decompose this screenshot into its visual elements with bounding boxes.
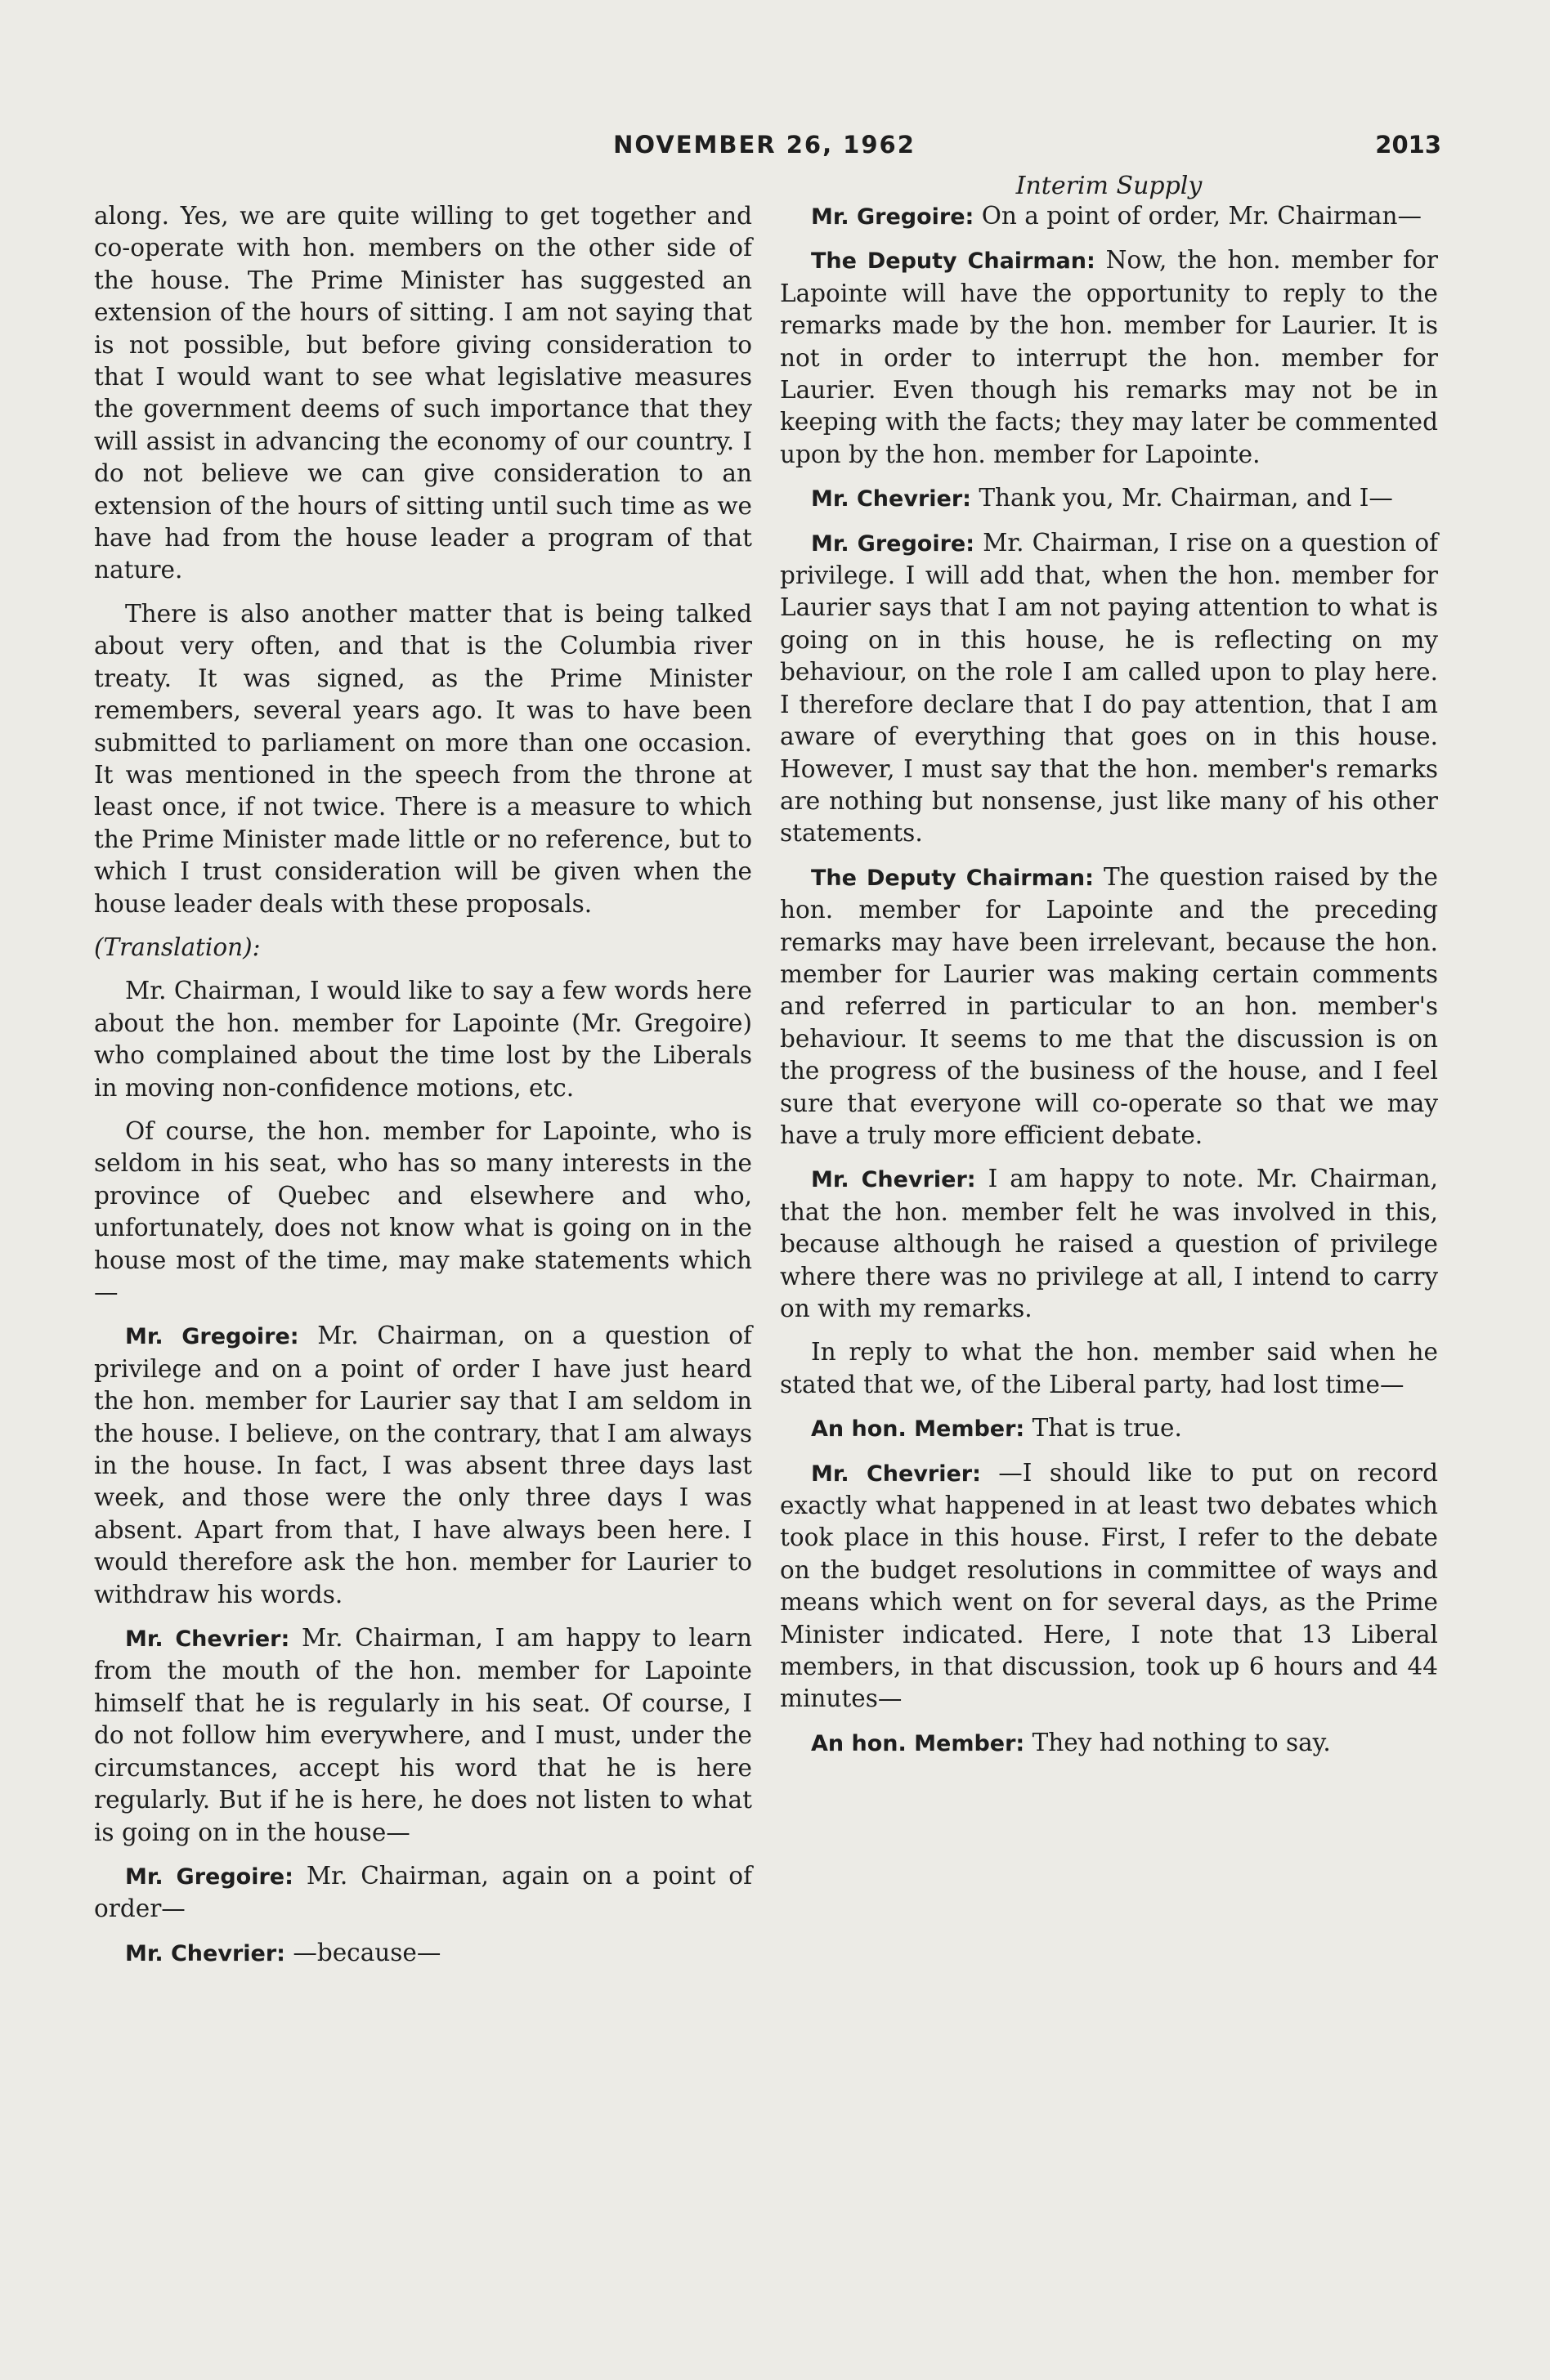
speech-text: I am happy to note. Mr. Chairman, that the hon. member felt he was involved in this, because although he raised a question of privilege where there was no privilege at all, I intend to carry on with my remarks. <box>780 1165 1439 1322</box>
page-header <box>94 131 1441 172</box>
speech <box>94 1937 752 1970</box>
speech-text: Mr. Chairman, again on a point of order— <box>94 1861 752 1923</box>
speaker-name: Mr. Gregoire: <box>811 204 974 230</box>
running-head: Interim Supply <box>1015 172 1203 200</box>
speaker-name: The Deputy Chairman: <box>811 865 1094 891</box>
speaker-name: Mr. Gregoire: <box>125 1324 299 1350</box>
speech <box>780 861 1438 1152</box>
speech-text: Thank you, Mr. Chairman, and I— <box>979 484 1393 512</box>
speaker-name: Mr. Chevrier: <box>125 1626 290 1653</box>
right-column <box>780 200 1438 1760</box>
speaker-name: Mr. Chevrier: <box>125 1940 285 1966</box>
speech-text: Mr. Chairman, I rise on a question of privilege. I will add that, when the hon. member for Laurier says that I am not paying attention to what is going on in this house, he is reflecting on my behaviour, on the role I am called upon to play here. I therefore declare that I do pay attention, that I am aware of everything that goes on in this house. However, I must say that the hon. member's remarks are nothing but nonsense, just like many of his other statements. <box>780 528 1438 848</box>
speech-text: On a point of order, Mr. Chairman— <box>981 202 1422 230</box>
speech <box>780 1412 1438 1445</box>
speaker-name: An hon. Member: <box>811 1730 1025 1756</box>
speech <box>780 1727 1438 1760</box>
speech <box>780 482 1438 515</box>
speech-text: Now, the hon. member for Lapointe will have the opportunity to reply to the remarks made by the hon. member for Laurier. It is not in order to interrupt the hon. member for Laurier. Even though his remarks may not be in keeping with the facts; they may later be commented upon by the hon. member for Lapointe. <box>780 246 1438 468</box>
paragraph: along. Yes, we are quite willing to get together and co-operate with hon. members on the other side of the house. The Prime Minister has suggested an extension of the hours of sitting. I am not saying that is not possible, but before giving consideration to that I would want to see what legislative measures the government deems of such importance that they will assist in advancing the economy of our country. I do not believe we can give consideration to an extension of the hours of sitting until such time as we have had from the house leader a program of that nature. <box>94 202 752 584</box>
paragraph: There is also another matter that is being talked about very often, and that is the Columbia river treaty. It was signed, as the Prime Minister remembers, several years ago. It was to have been submitted to parliament on more than one occasion. It was mentioned in the speech from the throne at least once, if not twice. There is a measure to which the Prime Minister made little or no reference, but to which I trust consideration will be given when the house leader deals with these proposals. <box>94 599 752 918</box>
speech-text: —because— <box>293 1938 441 1966</box>
paragraph: In reply to what the hon. member said when he stated that we, of the Liberal party, had lost time— <box>780 1338 1438 1398</box>
speech-text: —I should like to put on record exactly what happened in at least two debates which took place in this house. First, I refer to the debate on the budget resolutions in committee of ways and means which went on for several days, as the Prime Minister indicated. Here, I note that 13 Liberal members, in that discussion, took up 6 hours and 44 minutes— <box>780 1458 1438 1713</box>
speech-text: Mr. Chairman, on a question of privilege and on a point of order I have just heard the hon. member for Laurier say that I am seldom in the house. I believe, on the contrary, that I am always in the house. In fact, I was absent three days last week, and those were the only three days I was absent. Apart from that, I have always been here. I would therefore ask the hon. member for Laurier to withdraw his words. <box>94 1322 752 1608</box>
speech-text: The question raised by the hon. member for Lapointe and the preceding remarks may have been irrelevant, because the hon. member for Laurier was making certain comments and referred in particular to an hon. member's behaviour. It seems to me that the discussion is on the progress of the business of the house, and I feel sure that everyone will co-operate so that we may have a truly more efficient debate. <box>780 862 1438 1149</box>
speech <box>780 200 1438 233</box>
speaker-name: The Deputy Chairman: <box>811 248 1095 275</box>
translation-label: (Translation): <box>94 933 261 961</box>
speech-text: They had nothing to say. <box>1032 1728 1331 1756</box>
speech <box>94 1622 752 1849</box>
paragraph: Mr. Chairman, I would like to say a few words here about the hon. member for Lapointe (Mr. Gregoire) who complained about the time lost by the Liberals in moving non-confidence motions, etc. <box>94 977 752 1102</box>
speaker-name: Mr. Chevrier: <box>811 486 971 512</box>
speech <box>780 1163 1438 1325</box>
speaker-name: Mr. Gregoire: <box>125 1863 293 1890</box>
speech <box>780 244 1438 471</box>
speech-text: That is true. <box>1032 1414 1182 1443</box>
speech <box>780 527 1438 850</box>
speaker-name: Mr. Gregoire: <box>811 530 975 557</box>
left-column <box>94 200 752 1970</box>
speaker-name: Mr. Chevrier: <box>811 1167 976 1193</box>
speech-text: Mr. Chairman, I am happy to learn from the mouth of the hon. member for Lapointe himself that he is regularly in his seat. Of course, I do not follow him everywhere, and I must, under the circumstances, accept his word that he is here regularly. But if he is here, he does not listen to what is going on in the house— <box>94 1624 752 1846</box>
speech <box>94 1860 752 1926</box>
speaker-name: Mr. Chevrier: <box>811 1461 981 1487</box>
page-number: 2013 <box>1375 131 1441 159</box>
speech <box>94 1320 752 1611</box>
header-date: NOVEMBER 26, 1962 <box>613 131 916 159</box>
paragraph: Of course, the hon. member for Lapointe, who is seldom in his seat, who has so many interests in the province of Quebec and elsewhere and who, unfortunately, does not know what is going on in the house most of the time, may make statements which— <box>94 1116 752 1306</box>
speaker-name: An hon. Member: <box>811 1416 1025 1443</box>
speech <box>780 1457 1438 1716</box>
